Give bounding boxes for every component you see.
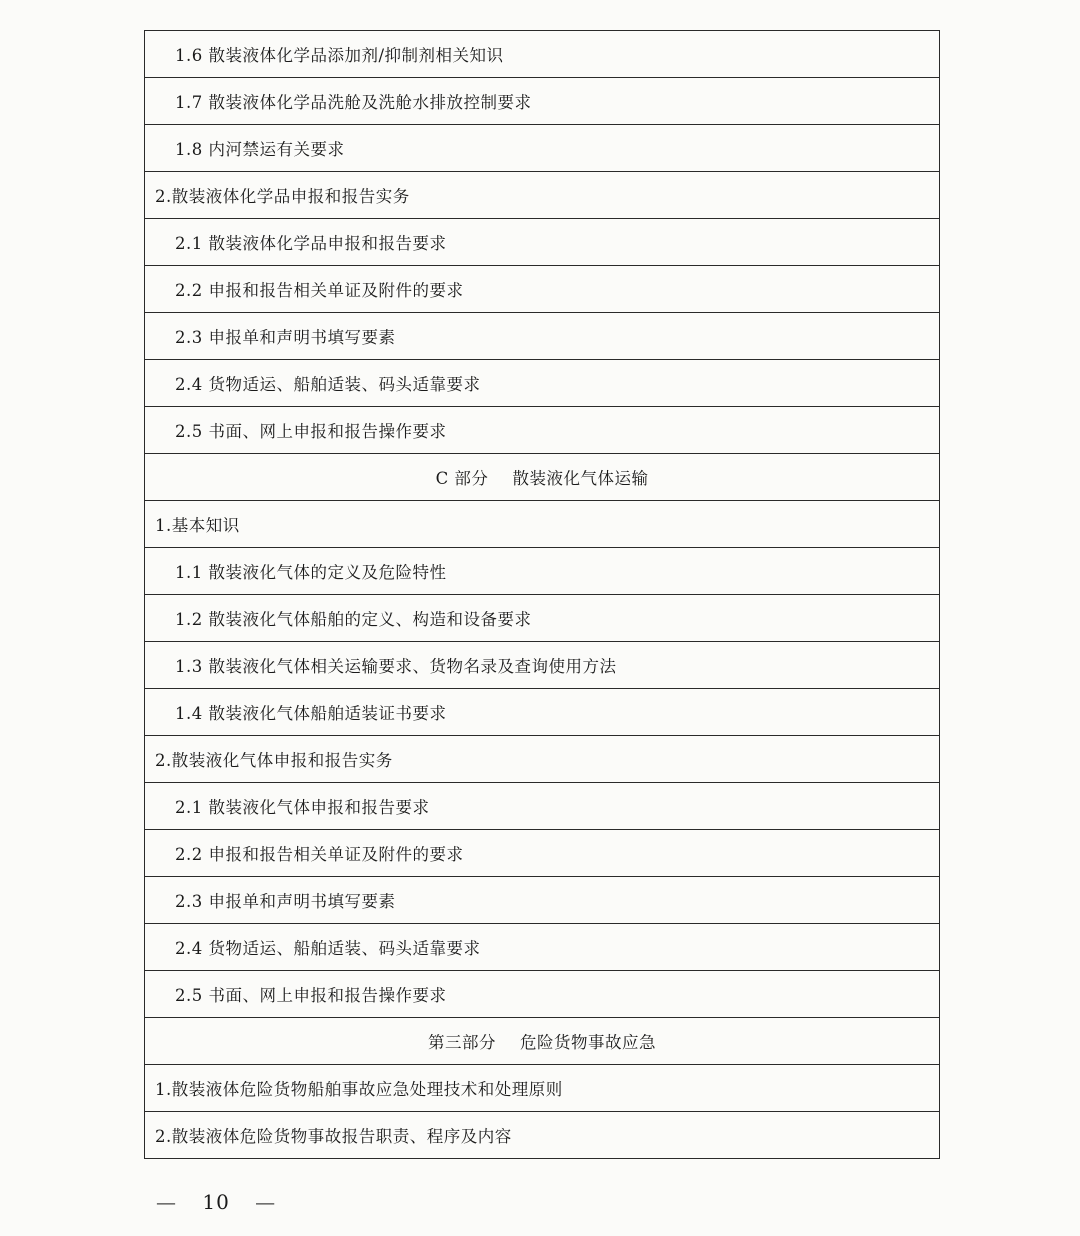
subtopic-cell: 1.6 散装液体化学品添加剂/抑制剂相关知识	[145, 31, 940, 78]
subtopic-cell: 1.1 散装液化气体的定义及危险特性	[145, 548, 940, 595]
subtopic-row	[145, 360, 940, 407]
subtopic-row	[145, 642, 940, 689]
section-heading-cell	[145, 454, 940, 501]
subtopic-row	[145, 548, 940, 595]
topic-row	[145, 1112, 940, 1159]
subtopic-cell: 2.1 散装液化气体申报和报告要求	[145, 783, 940, 830]
subtopic-cell: 2.2 申报和报告相关单证及附件的要求	[145, 830, 940, 877]
topic-row	[145, 172, 940, 219]
subtopic-row	[145, 219, 940, 266]
subtopic-cell: 2.5 书面、网上申报和报告操作要求	[145, 407, 940, 454]
subtopic-cell: 1.7 散装液体化学品洗舱及洗舱水排放控制要求	[145, 78, 940, 125]
subtopic-row	[145, 877, 940, 924]
subtopic-row	[145, 924, 940, 971]
subtopic-cell: 2.5 书面、网上申报和报告操作要求	[145, 971, 940, 1018]
subtopic-cell: 1.2 散装液化气体船舶的定义、构造和设备要求	[145, 595, 940, 642]
subtopic-row	[145, 971, 940, 1018]
subtopic-row	[145, 78, 940, 125]
subtopic-row	[145, 125, 940, 172]
section-heading-prefix: 第三部分	[428, 1033, 496, 1052]
syllabus-table	[144, 30, 940, 1159]
section-heading-row	[145, 1018, 940, 1065]
section-heading-cell	[145, 1018, 940, 1065]
page-number	[156, 1190, 276, 1214]
subtopic-cell: 1.4 散装液化气体船舶适装证书要求	[145, 689, 940, 736]
section-heading-title: 危险货物事故应急	[520, 1033, 656, 1052]
subtopic-cell: 1.3 散装液化气体相关运输要求、货物名录及查询使用方法	[145, 642, 940, 689]
subtopic-row	[145, 689, 940, 736]
topic-cell: 1.散装液体危险货物船舶事故应急处理技术和处理原则	[145, 1065, 940, 1112]
topic-row	[145, 501, 940, 548]
subtopic-row	[145, 31, 940, 78]
page-number-value: 10	[202, 1190, 230, 1214]
subtopic-cell: 2.1 散装液体化学品申报和报告要求	[145, 219, 940, 266]
page-number-dash-right: —	[255, 1190, 277, 1214]
subtopic-row	[145, 407, 940, 454]
section-heading-title: 散装液化气体运输	[512, 469, 649, 488]
subtopic-row	[145, 595, 940, 642]
topic-cell: 1.基本知识	[145, 501, 940, 548]
topic-cell: 2.散装液体化学品申报和报告实务	[145, 172, 940, 219]
subtopic-row	[145, 313, 940, 360]
section-heading-prefix: C 部分	[435, 469, 489, 488]
subtopic-row	[145, 830, 940, 877]
subtopic-cell: 2.4 货物适运、船舶适装、码头适靠要求	[145, 924, 940, 971]
topic-row	[145, 1065, 940, 1112]
subtopic-cell: 1.8 内河禁运有关要求	[145, 125, 940, 172]
subtopic-cell: 2.2 申报和报告相关单证及附件的要求	[145, 266, 940, 313]
topic-row	[145, 736, 940, 783]
syllabus-table-body	[145, 31, 940, 1159]
subtopic-cell: 2.3 申报单和声明书填写要素	[145, 877, 940, 924]
subtopic-row	[145, 783, 940, 830]
page-number-dash-left: —	[156, 1190, 177, 1214]
subtopic-row	[145, 266, 940, 313]
topic-cell: 2.散装液化气体申报和报告实务	[145, 736, 940, 783]
subtopic-cell: 2.4 货物适运、船舶适装、码头适靠要求	[145, 360, 940, 407]
subtopic-cell: 2.3 申报单和声明书填写要素	[145, 313, 940, 360]
section-heading-row	[145, 454, 940, 501]
topic-cell: 2.散装液体危险货物事故报告职责、程序及内容	[145, 1112, 940, 1159]
